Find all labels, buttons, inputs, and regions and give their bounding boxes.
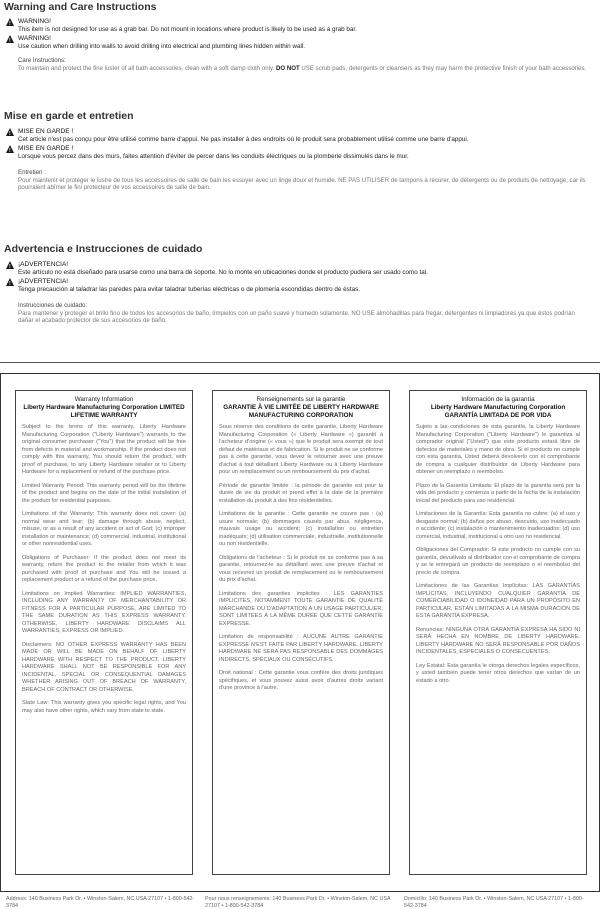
care-title: Entretien : [18, 169, 46, 176]
warranty-paragraph: Renuncias: NINGUNA OTRA GARANTÍA EXPRESA HA SIDO NI SERÁ HECHA EN NOMBRE DE LIBERTY HARDWARE. LIBERTY HARDWARE NO SERÁ RESPONSABLE POR DAÑOS INCIDENTALES, ESPECIALES O CONSECUENTES. [416, 626, 580, 655]
warning-text: This item is not designed for use as a grab bar. Do not mount in locations where product is likely to be used as a grab bar. [18, 26, 357, 33]
warranty-paragraphs [22, 424, 186, 715]
address-spanish: Domicilio: 140 Business Park Dr. • Winston-Salem, NC USA 27107 • 1-800-542-3784 [404, 896, 584, 909]
care-text: Pour maintenir et protéger le lustre de tous les accessoires de salle de bain les essuyer avec un linge doux et humide. NE PAS UTILISER de tampons à récurer, de détergents ou de produits de nettoyage, car ils pourraient abîmer le fini protecteur de vos accessoires de salle de bain. [18, 176, 586, 192]
warranty-title: Liberty Hardware Manufacturing Corporation LIMITED LIFETIME WARRANTY [23, 404, 185, 419]
warning-title: MISE EN GARDE ! [18, 128, 74, 135]
warranty-title: GARANTIE À VIE LIMITÉE DE LIBERTY HARDWARE MANUFACTURING CORPORATION [223, 404, 379, 419]
warning-text: Tenga precaución al taladrar las paredes para evitar taladrar tuberías eléctricas o de plomería escondidas dentro de éstas. [18, 286, 360, 293]
warning-text: Este artículo no está diseñado para usarse como una barra de soporte. No lo monte en ubicaciones donde el producto pudiera ser usado como tal. [18, 269, 428, 276]
warranty-paragraph: Obligaciones del Comprador: Si este producto no cumple con su garantía, devuélvalo al distribuidor con el comprobante de compra y se le entregará un producto de reemplazo o el reembolso del precio de compra. [416, 547, 580, 576]
warranty-paragraph: Limitations de la garantie : Cette garantie ne couvre pas : (a) usure normale; (b) dommages causés par abus, négligence, mauvais usage ou accident; (c) installation ou entretien inadéquats; (d) utilisation commerciale, industrielle, institutionnelle ou non résidentielle. [219, 511, 383, 547]
care-text [18, 65, 592, 73]
warning-triangle-icon: ! [6, 278, 14, 286]
spanish-warning-1 [4, 261, 592, 277]
english-warning-2 [4, 35, 592, 51]
warning-triangle-icon: ! [6, 128, 14, 136]
address-french: Pour nous renseignements: 140 Business Park Dr. • Winston-Salem, NC USA 27107 • 1-800-542-3784 [205, 896, 391, 909]
french-section [4, 110, 592, 192]
warranty-paragraph: Obligations de l'acheteur : Si le produit ne se conforme pas à sa garantie, retournez-le au détaillant avec une preuve d'achat et vous recevrez un produit de remplacement ou le remboursement du prix d'achat. [219, 554, 383, 583]
care-emphasis: DO NOT [276, 64, 300, 72]
french-title: Mise en garde et entretien [4, 110, 134, 122]
french-warning-2 [4, 145, 592, 161]
address-english: Address: 140 Business Park Dr. • Winston-Salem, NC USA 27107 • 1-800-542-3784 [6, 896, 195, 909]
english-care [4, 57, 592, 72]
warranty-paragraph: Subject to the terms of this warranty, Liberty Hardware Manufacturing Corporation ("Liberty Hardware") warrants to the original consumer purchaser ("You") that the product will be free from defects in material and workmanship. If the product does not comply with this warranty, You should return the product, with proof of purchase, to any Liberty Hardware retailer or to Liberty Hardware for a replacement or refund of the purchase price. [22, 424, 186, 475]
warranty-heading: Renseignements sur la garantie [256, 396, 346, 403]
warranty-paragraph: Obligations of Purchaser: If the product does not meet its warranty, return the product to the retailer from which it was purchased with proof of purchase and You will be issued a replacement product or a refund of the purchase price. [22, 554, 186, 583]
warranty-paragraph: Limitation de responsabilité : AUCUNE AUTRE GARANTIE EXPRESSE N'EST FAITE PAR LIBERTY HARDWARE. LIBERTY HARDWARE NE SERA PAS RESPONSABLE DES DOMMAGES INDIRECTS, SPÉCIAUX OU CONSÉCUTIFS. [219, 634, 383, 663]
warranty-paragraph: Limitations of the Warranty: This warranty does not cover: (a) normal wear and tear; (b) damage through abuse, neglect, misuse, or as a result of any accident or act of God; (c) improper installation or maintenance; (d) commercial, industrial, institutional or other nonresidential uses. [22, 511, 186, 547]
warranty-column-spanish [409, 390, 587, 875]
warranty-paragraph: Disclaimers: NO OTHER EXPRESS WARRANTY HAS BEEN MADE OR WILL BE MADE ON BEHALF OF LIBERTY HARDWARE WITH RESPECT TO THE PRODUCT. LIBERTY HARDWARE SHALL NOT BE RESPONSIBLE FOR ANY INCIDENTAL, SPECIAL OR CONSEQUENTIAL DAMAGES WHETHER ARISING OUT OF BREACH OF WARRANTY, BREACH OF CONTRACT OR OTHERWISE. [22, 641, 186, 693]
french-care [4, 169, 592, 192]
warranty-paragraph: Droit national : Cette garantie vous confère des droits juridiques spécifiques, et vous pouvez aussi avoir d'autres droits variant d'une province à l'autre. [219, 670, 383, 691]
section-divider [0, 362, 600, 363]
warning-title: WARNING! [18, 18, 51, 25]
warning-text: Use caution when drilling into walls to avoid drilling into electrical and plumbing lines hidden within wall. [18, 43, 306, 50]
warranty-paragraph: Plazo de la Garantía Limitada: El plazo de la garantía será por la vida del producto y comienza a partir de la fecha de la instalación inicial del producto para uso residencial. [416, 482, 580, 504]
warranty-column-french [212, 390, 390, 875]
warranty-paragraphs [416, 424, 580, 685]
warranty-paragraph: Limitations on Implied Warranties: IMPLIED WARRANTIES, INCLUDING ANY WARRANTY OF MERCHANTABILITY OR FITNESS FOR A PARTICULAR PURPOSE, ARE LIMITED TO THE SAME DURATION AS THIS EXPRESS WARRANTY. OTHERWISE, LIBERTY HARDWARE DISCLAIMS ALL WARRANTIES, EXPRESS OR IMPLIED. [22, 590, 186, 634]
care-text-part: USE scrub pads, detergents or cleansers as they may harm the protective finish of your bath accessories. [301, 64, 587, 72]
warranty-paragraph: Limitaciones de la Garantía: Esta garantía no cubre: (a) el uso y desgaste normal; (b) daños por abuso, descuido, uso inadecuado o accidente; (c) instalación o mantenimiento inadecuados; (d) uso comercial, industrial, institucional u otro uso no residencial. [416, 511, 580, 540]
warranty-paragraph: Limitations des garanties implicites : LES GARANTIES IMPLICITES, NOTAMMENT TOUTE GARANTIE DE QUALITÉ MARCHANDE OU D'ADAPTATION À UN USAGE PARTICULIER, SONT LIMITÉES À LA MÊME DURÉE QUE CETTE GARANTIE EXPRESSE. [219, 590, 383, 627]
warning-title: ¡ADVERTENCIA! [18, 261, 69, 268]
english-warning-1 [4, 18, 592, 34]
warning-triangle-icon: ! [6, 35, 14, 43]
warranty-heading: Información de la garantía [461, 396, 535, 403]
warranty-paragraph: Limited Warranty Period: This warranty period will be the lifetime of the product and begins on the date of the initial installation of the product for residential purposes. [22, 482, 186, 504]
warning-triangle-icon: ! [6, 18, 14, 26]
warranty-paragraph: Ley Estatal: Esta garantía le otorga derechos legales específicos, y usted también puede tener otros derechos que varían de un estado a otro. [416, 662, 580, 684]
care-text: Para mantener y proteger el brillo fino de todos los accesorios de baño, límpielos con un paño suave y húmedo solamente. NO USE almohadillas para fregar, detergentes ni limpiadores ya que éstos podrían dañar el acabado protector de sus accesorios de baño. [18, 309, 575, 325]
warranty-paragraph: State Law: This warranty gives you specific legal rights, and You may also have other rights, which vary from state to state. [22, 700, 186, 714]
spanish-title: Advertencia e Instrucciones de cuidado [4, 243, 203, 255]
warning-triangle-icon: ! [6, 261, 14, 269]
warranty-paragraph: Limitaciones de las Garantías Implícitas: LAS GARANTÍAS IMPLÍCITAS, INCLUYENDO CUALQUIER GARANTÍA DE COMERCIABILIDAD O IDONEIDAD PARA UN PROPÓSITO EN PARTICULAR, ESTÁN LIMITADAS A LA MISMA DURACIÓN DE ESTA GARANTÍA EXPRESA. [416, 583, 580, 619]
spanish-care [4, 302, 592, 325]
spanish-section [4, 243, 592, 325]
english-title: Warning and Care Instructions [4, 1, 157, 13]
warning-triangle-icon: ! [6, 145, 14, 153]
warning-text: Cet article n'est pas conçu pour être utilisé comme barre d'appui. Ne pas installer à des endroits où le produit sera probablement utilisé comme une barre d'appui. [18, 136, 469, 143]
warning-text: Lorsque vous percez dans des murs, faites attention d'éviter de percer dans les conduits électriques ou la plomberie dissimulés dans le mur. [18, 153, 409, 160]
care-text-part: To maintain and protect the fine luster of all bath accessories, clean with a soft damp cloth only. [18, 64, 275, 72]
warranty-paragraph: Sujeto a las condiciones de esta garantía, la Liberty Hardware Manufacturing Corporation ("Liberty Hardware") le garantiza al comprador original ("Usted") que este producto estará libre de defectos de materiales y mano de obra. Si el producto no cumple con esta garantía, Usted deberá devolverlo con el comprobante de compra a cualquier distribuidor de Liberty Hardware para obtener un reemplazo o reembolso. [416, 424, 580, 475]
warranty-column-english [15, 390, 193, 875]
english-section [4, 1, 592, 72]
warning-title: ¡ADVERTENCIA! [18, 278, 69, 285]
care-title: Instrucciones de cuidado: [18, 302, 88, 309]
warranty-title: Liberty Hardware Manufacturing Corporation GARANTÍA LIMITADA DE POR VIDA [430, 404, 566, 419]
warning-title: WARNING! [18, 35, 51, 42]
warranty-paragraphs [219, 424, 383, 693]
care-title: Care Instructions: [18, 57, 66, 64]
warranty-paragraph: Sous réserve des conditions de cette garantie, Liberty Hardware Manufacturing Corporation (« Liberty Hardware ») garantit à l'acheteur d'origine (« vous ») que le produit sera exempt de tout défaut de matériaux et de fabrication. Si le produit ne se conforme pas à cette garantie, vous devez le retourner avec une preuve d'achat à tout détaillant Liberty Hardware ou à Liberty Hardware pour un remplacement ou un remboursement du prix d'achat. [219, 424, 383, 475]
spanish-warning-2 [4, 278, 592, 294]
warranty-box [0, 373, 600, 892]
warning-title: MISE EN GARDE ! [18, 145, 74, 152]
warranty-heading: Warranty Information [74, 396, 134, 403]
warranty-paragraph: Période de garantie limitée : la période de garantie est pour la durée de vie du produit et prend effet à la date de la première installation du produit à des fins résidentielles. [219, 482, 383, 504]
french-warning-1 [4, 128, 592, 144]
